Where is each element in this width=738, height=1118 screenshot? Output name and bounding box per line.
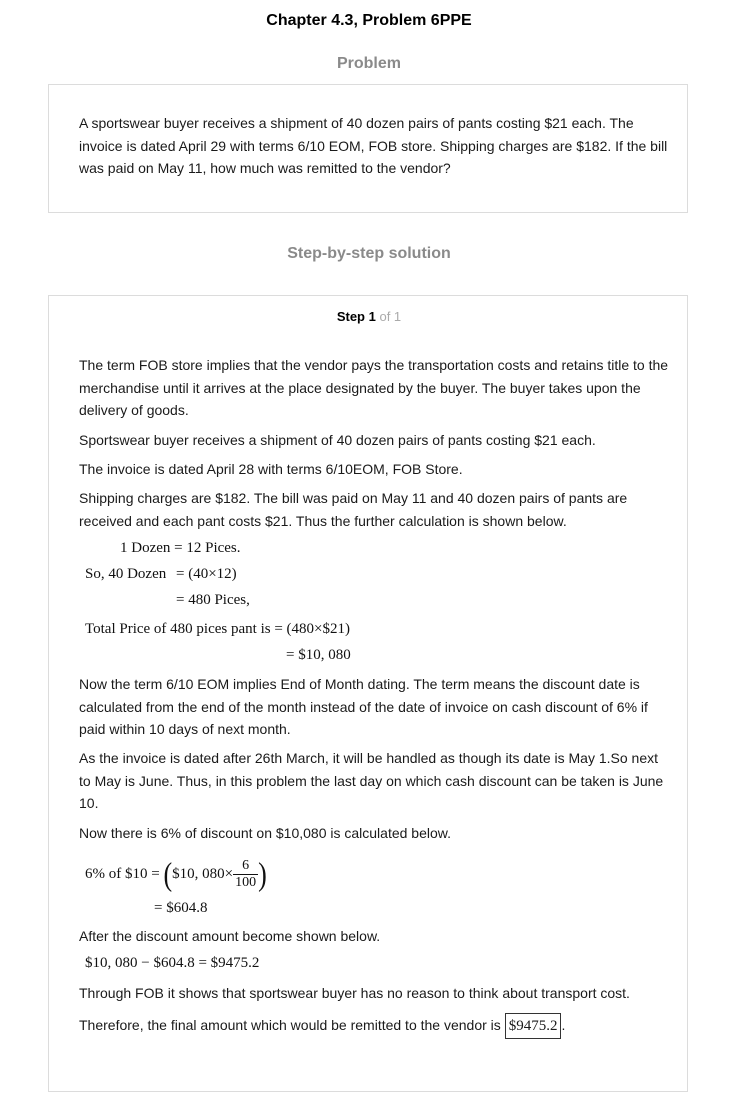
solution-paragraph-5: Now the term 6/10 EOM implies End of Month dating. The term means the discount date is calculated from the end of the month instead of the date of invoice on cash discount of 6% if paid within 10 days of next month. xyxy=(79,676,648,737)
solution-paragraph-2: Sportswear buyer receives a shipment of 40 dozen pairs of pants costing $21 each. xyxy=(79,432,596,448)
page-title: Chapter 4.3, Problem 6PPE xyxy=(266,12,472,29)
solution-paragraph-3: The invoice is dated April 28 with terms 6/10EOM, FOB Store. xyxy=(79,461,463,477)
solution-paragraph-9: Through FOB it shows that sportswear buyer has no reason to think about transport cost. xyxy=(79,985,630,1001)
fraction-denominator: 100 xyxy=(235,875,257,891)
right-paren-symbol: ) xyxy=(258,855,267,893)
left-paren-symbol: ( xyxy=(163,855,173,893)
problem-heading: Problem xyxy=(336,55,401,72)
math-final-subtraction: $10, 080 − $604.8 = $9475.2 xyxy=(85,955,260,971)
math-forty-dozen-expression: = (40×12) xyxy=(176,566,237,582)
step-total: of 1 xyxy=(379,309,402,324)
math-pieces-result: = 480 Pices, xyxy=(176,592,250,608)
math-discount-label: 6% of $10 = xyxy=(85,866,160,882)
math-forty-dozen-label: So, 40 Dozen xyxy=(85,566,167,582)
solution-paragraph-7: Now there is 6% of discount on $10,080 is calculated below. xyxy=(79,825,452,841)
math-total-price-result: = $10, 080 xyxy=(286,647,351,663)
fraction-numerator: 6 xyxy=(233,858,258,875)
math-discount-expression xyxy=(85,852,267,896)
solution-heading: Step-by-step solution xyxy=(287,245,451,262)
math-total-price-expression: Total Price of 480 pices pant is = (480×$21) xyxy=(85,621,350,637)
math-discount-result: = $604.8 xyxy=(154,900,208,916)
step-number: Step 1 xyxy=(336,309,376,324)
math-discount-fraction xyxy=(233,858,258,891)
solution-paragraph-8: After the discount amount become shown below. xyxy=(79,928,381,944)
solution-paragraph-4: Shipping charges are $182. The bill was paid on May 11 and 40 dozen pairs of pants are received and each pant costs $21. Thus the further calculation is shown below. xyxy=(79,490,628,529)
solution-paragraph-10 xyxy=(79,1013,669,1039)
math-discount-amount: $10, 080× xyxy=(172,866,234,882)
final-answer-box: $9475.2 xyxy=(505,1013,562,1039)
final-answer-sentence: Therefore, the final amount which would be remitted to the vendor is xyxy=(79,1017,501,1033)
problem-text: A sportswear buyer receives a shipment of 40 dozen pairs of pants costing $21 each. The invoice is dated April 29 with terms 6/10 EOM, FOB store. Shipping charges are $182. If the bill was paid on May 11, how much was remitted to the vendor? xyxy=(79,115,668,176)
step-label xyxy=(0,309,738,324)
math-dozen-definition: 1 Dozen = 12 Pices. xyxy=(120,540,241,556)
solution-paragraph-6: As the invoice is dated after 26th March, it will be handled as though its date is May 1.So next to May is June. Thus, in this problem the last day on which cash discount can be taken is June 10. xyxy=(79,750,664,811)
solution-paragraph-1: The term FOB store implies that the vendor pays the transportation costs and retains title to the merchandise until it arrives at the place designated by the buyer. The buyer takes upon the delivery of goods. xyxy=(79,357,669,418)
final-answer-period: . xyxy=(561,1017,566,1033)
